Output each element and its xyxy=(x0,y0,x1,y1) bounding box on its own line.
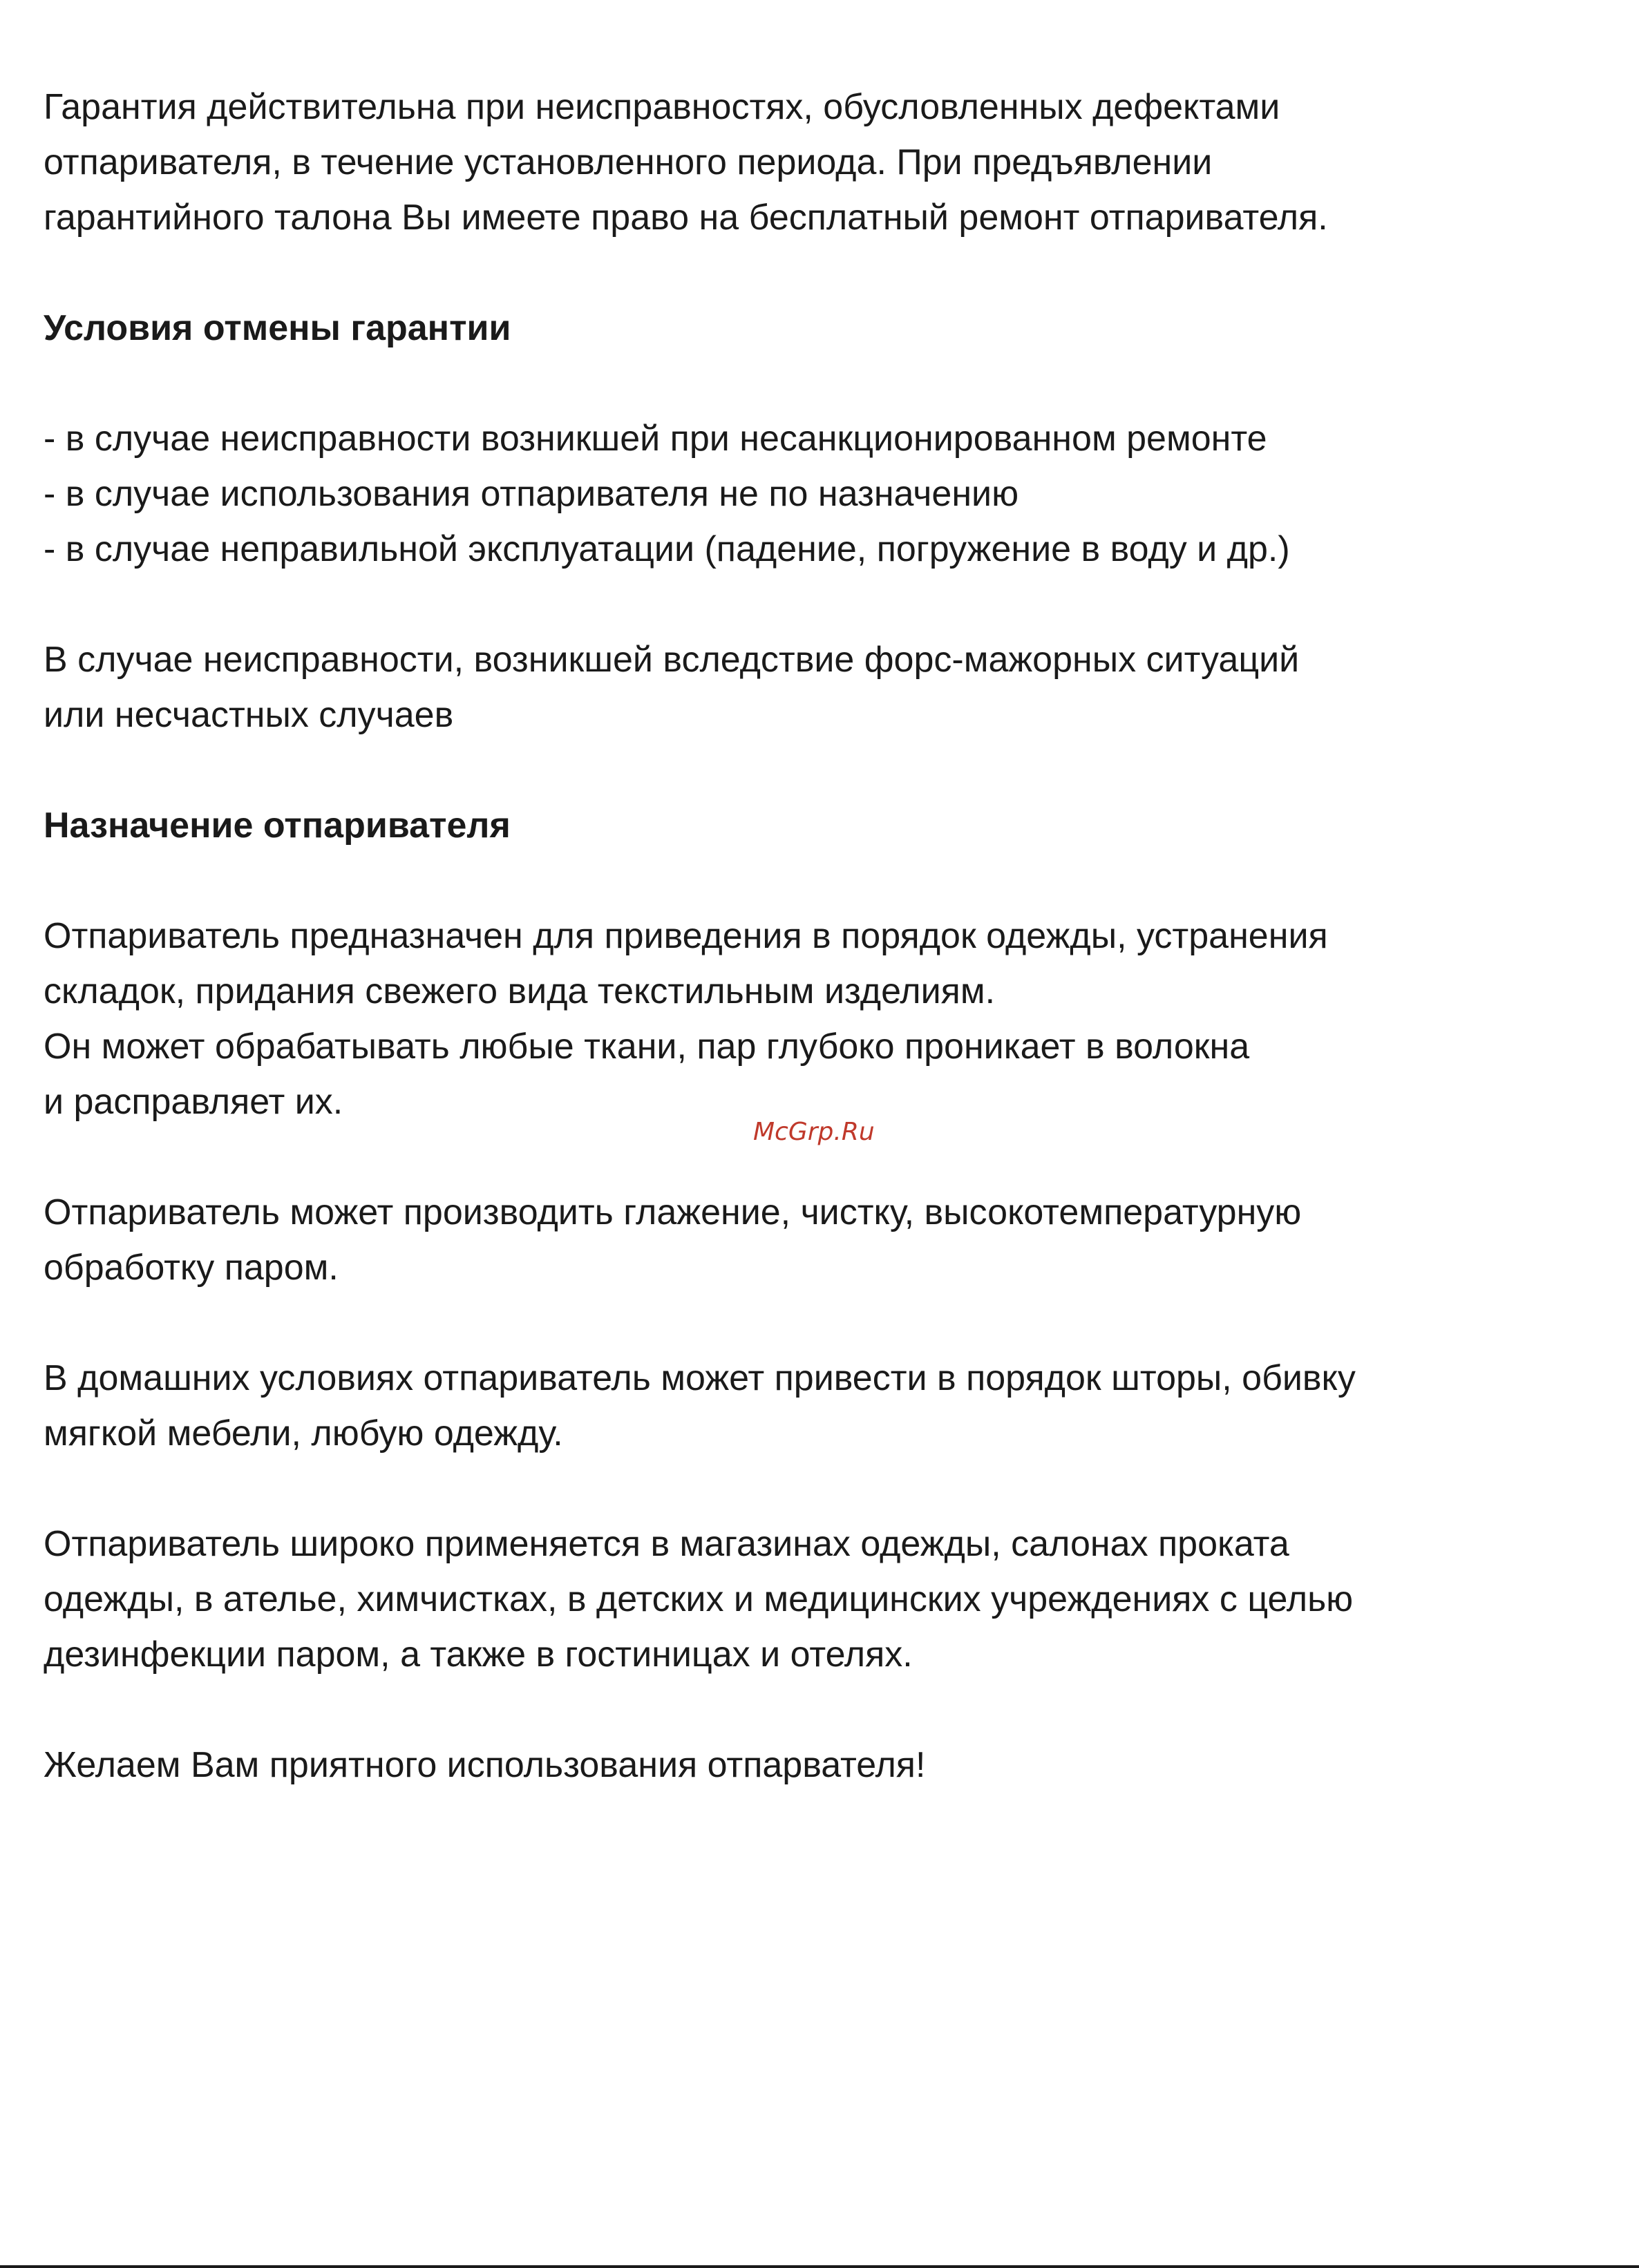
text-line: В случае неисправности, возникшей вследствие форс-мажорных ситуаций xyxy=(44,640,1300,680)
text-line: одежды, в ателье, химчистках, в детских и медицинских учреждениях с целью xyxy=(44,1579,1354,1619)
text-line: мягкой мебели, любую одежду. xyxy=(44,1413,563,1454)
bottom-divider xyxy=(0,2265,1639,2268)
text-line: В домашних условиях отпариватель может привести в порядок шторы, обивку xyxy=(44,1358,1356,1398)
list-item: - в случае неправильной эксплуатации (падение, погружение в воду и др.) xyxy=(44,529,1290,569)
list-item: - в случае неисправности возникшей при несанкционированном ремонте xyxy=(44,419,1267,459)
text-line: обработку паром. xyxy=(44,1248,339,1288)
list-item: - в случае использования отпаривателя не по назначению xyxy=(44,474,1019,514)
text-line: гарантийного талона Вы имеете право на бесплатный ремонт отпаривателя. xyxy=(44,198,1328,238)
text-line: Отпариватель широко применяется в магазинах одежды, салонах проката xyxy=(44,1524,1289,1564)
watermark: McGrp.Ru xyxy=(753,1118,875,1146)
cancel-conditions-heading: Условия отмены гарантии xyxy=(44,308,511,348)
text-line: дезинфекции паром, а также в гостиницах и отелях. xyxy=(44,1635,913,1675)
text-line: Отпариватель может производить глажение, чистку, высокотемпературную xyxy=(44,1192,1302,1232)
text-line: или несчастных случаев xyxy=(44,695,454,735)
text-line: и расправляет их. xyxy=(44,1082,343,1122)
purpose-heading: Назначение отпаривателя xyxy=(44,806,511,846)
text-line: Гарантия действительна при неисправностях, обусловленных дефектами xyxy=(44,87,1280,127)
text-line: Отпариватель предназначен для приведения в порядок одежды, устранения xyxy=(44,916,1328,956)
text-line: отпаривателя, в течение установленного периода. При предъявлении xyxy=(44,142,1213,182)
text-line: складок, придания свежего вида текстильным изделиям. xyxy=(44,971,996,1011)
text-line: Он может обрабатывать любые ткани, пар глубоко проникает в волокна xyxy=(44,1027,1250,1067)
closing-line: Желаем Вам приятного использования отпарвателя! xyxy=(44,1745,926,1785)
